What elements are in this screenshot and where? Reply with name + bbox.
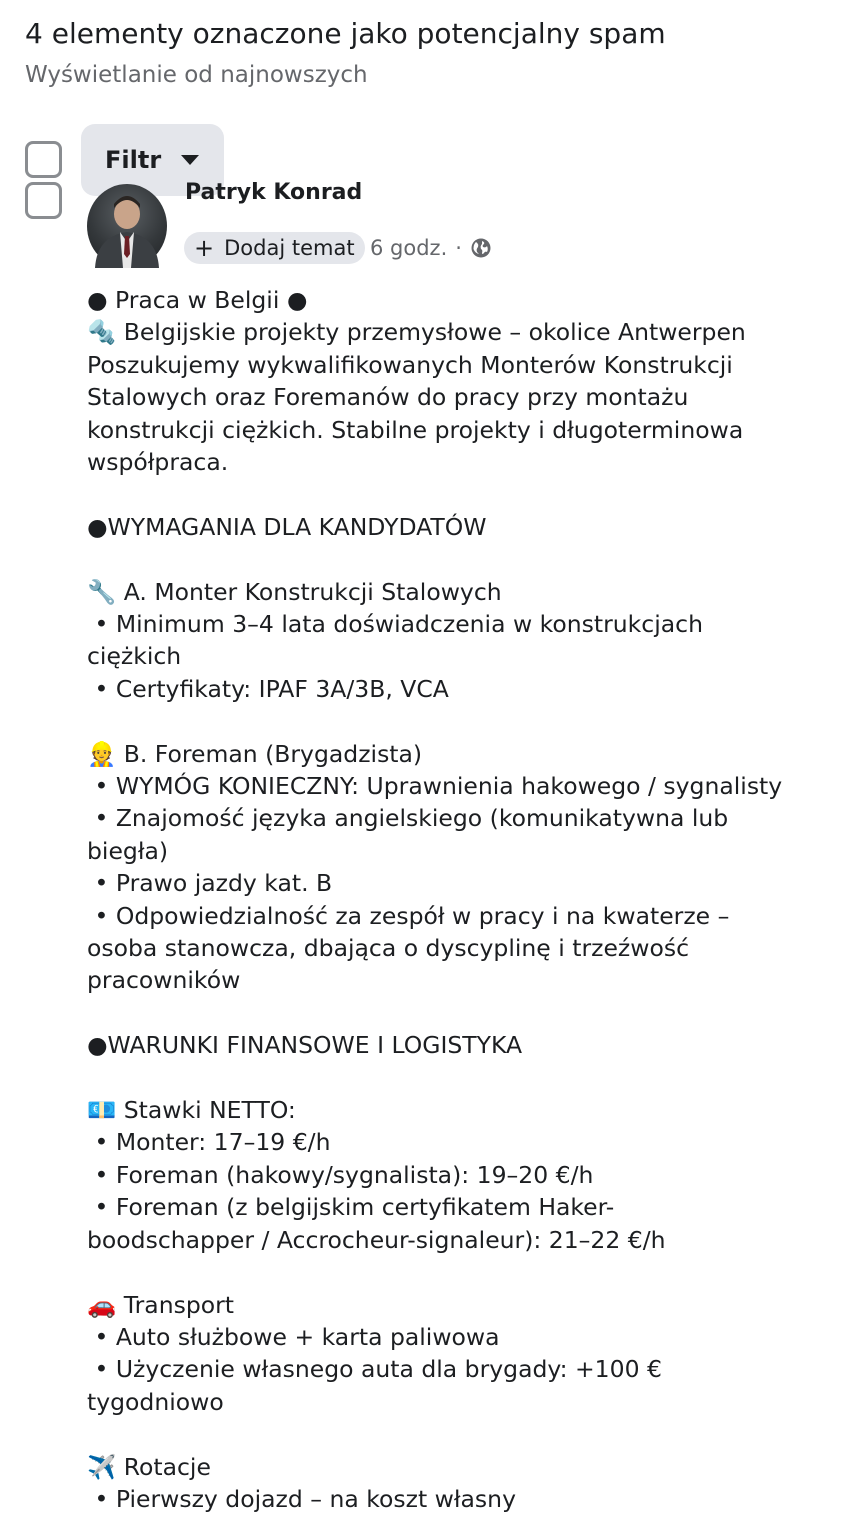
post-text-line: Poszukujemy wykwalifikowanych Monterów Konstrukcji: [87, 350, 733, 379]
post-text-line: [87, 1256, 827, 1288]
post-text-line: ✈️ Rotacje: [87, 1452, 211, 1481]
post-text-line: ●WYMAGANIA DLA KANDYDATÓW: [87, 512, 487, 541]
post-text-line: • Znajomość języka angielskiego (komunikatywna lub: [87, 804, 729, 833]
post-text-line: • Odpowiedzialność za zespół w pracy i na kwaterze –: [87, 901, 730, 930]
post-text-line: • Foreman (z belgijskim certyfikatem Haker-: [87, 1193, 615, 1222]
post-text-line: 👷 B. Foreman (Brygadzista): [87, 739, 423, 768]
post-text-line: 💶 Stawki NETTO:: [87, 1096, 296, 1125]
post-text-line: • Monter: 17–19 €/h: [87, 1128, 331, 1157]
post-text-line: • Minimum 3–4 lata doświadczenia w konstrukcjach: [87, 610, 703, 639]
post-text-line: [87, 1062, 827, 1094]
caret-down-icon: [181, 155, 199, 165]
post-text-line: 🚗 Transport: [87, 1290, 235, 1319]
post-select-checkbox[interactable]: [25, 182, 62, 219]
meta-separator: ·: [455, 236, 462, 260]
post-text-line: • WYMÓG KONIECZNY: Uprawnienia hakowego / sygnalisty: [87, 772, 783, 801]
page-title: 4 elementy oznaczone jako potencjalny spam: [25, 17, 666, 50]
post-text-line: ● Praca w Belgii ●: [87, 286, 308, 314]
post-text-line: [87, 1418, 827, 1450]
plus-icon: +: [194, 234, 215, 262]
person-silhouette-icon: [87, 184, 167, 268]
post-text-line: • Prawo jazdy kat. B: [87, 869, 333, 898]
post-text-line: 🔧 A. Monter Konstrukcji Stalowych: [87, 577, 502, 606]
post-text-line: [87, 478, 827, 510]
spam-post-item: [0, 180, 868, 1513]
post-text-line: boodschapper / Accrocheur-signaleur): 21–22 €/h: [87, 1225, 666, 1254]
post-text-line: konstrukcji ciężkich. Stabilne projekty i długoterminowa: [87, 415, 744, 444]
post-text-line: ●WARUNKI FINANSOWE I LOGISTYKA: [87, 1031, 523, 1060]
globe-icon: [470, 237, 492, 259]
post-text-line: • Pierwszy dojazd – na koszt własny: [87, 1484, 516, 1513]
post-text-line: [87, 997, 827, 1029]
post-body: [87, 284, 827, 1515]
filter-button-label: Filtr: [105, 146, 162, 174]
post-text-line: 🔩 Belgijskie projekty przemysłowe – okolice Antwerpen: [87, 318, 746, 347]
post-text-line: • Foreman (hakowy/sygnalista): 19–20 €/h: [87, 1160, 594, 1189]
post-text-line: [87, 705, 827, 737]
add-topic-label: Dodaj temat: [224, 236, 355, 260]
post-text-line: Stalowych oraz Foremanów do pracy przy montażu: [87, 383, 689, 412]
add-topic-button[interactable]: [184, 232, 365, 264]
post-meta: [370, 232, 492, 264]
post-text-line: [87, 543, 827, 575]
post-timestamp[interactable]: 6 godz.: [370, 236, 448, 260]
post-text-line: pracowników: [87, 966, 241, 995]
sort-order-label[interactable]: Wyświetlanie od najnowszych: [25, 62, 368, 88]
author-avatar[interactable]: [87, 184, 167, 268]
post-text-line: współpraca.: [87, 448, 229, 477]
author-name[interactable]: Patryk Konrad: [185, 180, 363, 205]
post-text-line: • Auto służbowe + karta paliwowa: [87, 1322, 500, 1351]
post-text-line: tygodniowo: [87, 1387, 224, 1416]
post-text-line: • Użyczenie własnego auta dla brygady: +100 €: [87, 1355, 662, 1384]
post-text-line: biegła): [87, 836, 169, 865]
post-text-line: osoba stanowcza, dbająca o dyscyplinę i trzeźwość: [87, 934, 689, 963]
post-text-line: ciężkich: [87, 642, 182, 671]
select-all-checkbox[interactable]: [25, 141, 62, 178]
post-text-line: • Certyfikaty: IPAF 3A/3B, VCA: [87, 674, 449, 703]
